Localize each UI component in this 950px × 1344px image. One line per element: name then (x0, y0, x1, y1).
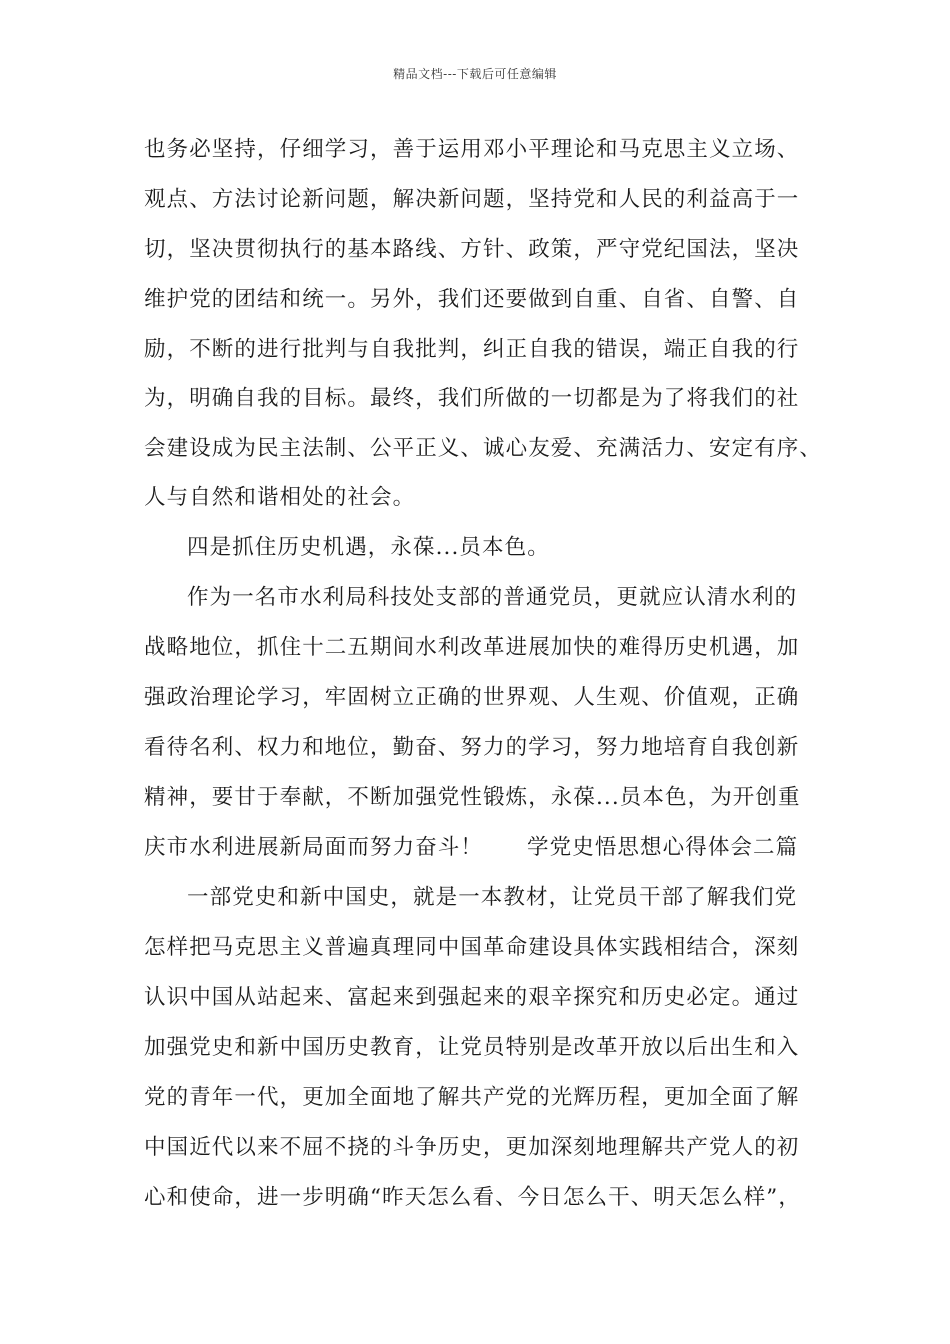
body-line-3: 切，坚决贯彻执行的基本路线、方针、政策，严守党纪国法，坚决 (144, 237, 800, 262)
body-line-13: 看待名利、权力和地位，勤奋、努力的学习，努力地培育自我创新 (144, 735, 800, 760)
body-line-10: 作为一名市水利局科技处支部的普通党员，更就应认清水利的 (187, 585, 798, 610)
body-line-11: 战略地位，抓住十二五期间水利改革进展加快的难得历史机遇，加 (144, 635, 800, 660)
body-line-18: 认识中国从站起来、富起来到强起来的艰辛探究和历史必定。通过 (144, 985, 800, 1010)
body-line-15 (144, 833, 798, 863)
body-line-1: 也务必坚持，仔细学习，善于运用邓小平理论和马克思主义立场、 (144, 137, 800, 162)
body-line-14: 精神，要甘于奉献，不断加强党性锻炼，永葆...员本色，为开创重 (144, 785, 801, 810)
body-line-5: 励，不断的进行批判与自我批判，纠正自我的错误，端正自我的行 (144, 337, 800, 362)
body-line-21: 中国近代以来不屈不挠的斗争历史，更加深刻地理解共产党人的初 (144, 1135, 800, 1160)
body-line-12: 强政治理论学习，牢固树立正确的世界观、人生观、价值观，正确 (144, 685, 800, 710)
body-line-20: 党的青年一代，更加全面地了解共产党的光辉历程，更加全面了解 (144, 1085, 800, 1110)
body-line-8: 人与自然和谐相处的社会。 (144, 485, 416, 510)
body-line-16: 一部党史和新中国史，就是一本教材，让党员干部了解我们党 (187, 885, 798, 910)
inline-article-title: 学党史悟思想心得体会二篇 (527, 835, 799, 860)
page-header: 精品文档---下载后可任意编辑 (393, 67, 557, 81)
body-line-2: 观点、方法讨论新问题，解决新问题，坚持党和人民的利益高于一 (144, 187, 800, 212)
body-line-4: 维护党的团结和统一。另外，我们还要做到自重、自省、自警、自 (144, 287, 800, 312)
body-line-7: 会建设成为民主法制、公平正义、诚心友爱、充满活力、安定有序、 (144, 436, 823, 461)
body-line-6: 为，明确自我的目标。最终，我们所做的一切都是为了将我们的社 (144, 386, 800, 411)
section-heading-four: 四是抓住历史机遇，永葆...员本色。 (187, 535, 550, 560)
body-line-15-text: 庆市水利进展新局面而努力奋斗！ (144, 835, 484, 860)
body-line-19: 加强党史和新中国历史教育，让党员特别是改革开放以后出生和入 (144, 1035, 800, 1060)
body-line-17: 怎样把马克思主义普遍真理同中国革命建设具体实践相结合，深刻 (144, 935, 800, 960)
body-line-22: 心和使命，进一步明确“昨天怎么看、今日怎么干、明天怎么样”， (144, 1185, 801, 1210)
